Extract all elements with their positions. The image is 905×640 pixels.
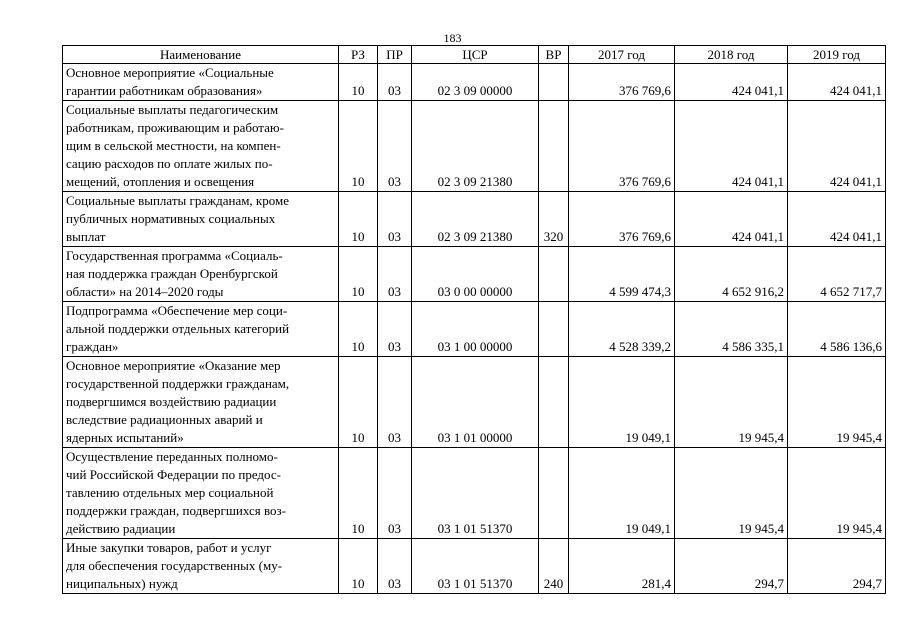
- cell-name: [63, 539, 339, 594]
- cell-2018: 424 041,1: [675, 64, 788, 101]
- cell-csr: 02 3 09 00000: [412, 64, 539, 101]
- cell-name-line: поддержки граждан, подвергшихся воз-: [66, 503, 286, 518]
- cell-pr: 03: [378, 101, 412, 192]
- cell-2018: 19 945,4: [675, 357, 788, 448]
- cell-name: [63, 302, 339, 357]
- cell-rz: 10: [339, 101, 378, 192]
- cell-rz: 10: [339, 448, 378, 539]
- cell-vr: [539, 101, 569, 192]
- cell-rz: 10: [339, 539, 378, 594]
- cell-2017: 19 049,1: [569, 357, 675, 448]
- cell-pr: 03: [378, 302, 412, 357]
- cell-name-line: публичных нормативных социальных: [66, 211, 276, 226]
- cell-vr: 240: [539, 539, 569, 594]
- header-csr: ЦСР: [412, 46, 539, 64]
- header-2019: 2019 год: [788, 46, 886, 64]
- cell-csr: 02 3 09 21380: [412, 192, 539, 247]
- cell-name-line: чий Российской Федерации по предос-: [66, 467, 281, 482]
- cell-name-line: действию радиации: [66, 521, 176, 536]
- table-row: [63, 357, 886, 448]
- cell-name-line: Государственная программа «Социаль-: [66, 248, 283, 263]
- cell-name-line: ниципальных) нужд: [66, 576, 178, 591]
- cell-2018: 424 041,1: [675, 192, 788, 247]
- cell-2017: 19 049,1: [569, 448, 675, 539]
- cell-rz: 10: [339, 302, 378, 357]
- cell-name-line: Подпрограмма «Обеспечение мер соци-: [66, 303, 288, 318]
- cell-name-line: работникам, проживающим и работаю-: [66, 120, 284, 135]
- cell-name-line: сацию расходов по оплате жилых по-: [66, 156, 273, 171]
- table-row: [63, 448, 886, 539]
- cell-2017: 376 769,6: [569, 101, 675, 192]
- cell-2019: 294,7: [788, 539, 886, 594]
- cell-name-line: Осуществление переданных полномо-: [66, 449, 278, 464]
- cell-name-line: выплат: [66, 229, 106, 244]
- cell-csr: 03 0 00 00000: [412, 247, 539, 302]
- cell-pr: 03: [378, 64, 412, 101]
- cell-csr: 03 1 00 00000: [412, 302, 539, 357]
- cell-2018: 4 586 335,1: [675, 302, 788, 357]
- cell-2019: 424 041,1: [788, 101, 886, 192]
- cell-name-line: Социальные выплаты педагогическим: [66, 102, 279, 117]
- cell-csr: 03 1 01 51370: [412, 539, 539, 594]
- cell-name-line: государственной поддержки гражданам,: [66, 376, 290, 391]
- cell-name-line: тавлению отдельных мер социальной: [66, 485, 274, 500]
- cell-name-line: Иные закупки товаров, работ и услуг: [66, 540, 272, 555]
- header-2017: 2017 год: [569, 46, 675, 64]
- header-rz: РЗ: [339, 46, 378, 64]
- cell-name: [63, 64, 339, 101]
- cell-2018: 424 041,1: [675, 101, 788, 192]
- cell-name: [63, 192, 339, 247]
- table-header-row: [63, 46, 886, 64]
- cell-pr: 03: [378, 448, 412, 539]
- cell-rz: 10: [339, 247, 378, 302]
- cell-2019: 19 945,4: [788, 448, 886, 539]
- cell-name-line: граждан»: [66, 339, 119, 354]
- cell-vr: [539, 448, 569, 539]
- budget-table: [62, 45, 886, 594]
- cell-rz: 10: [339, 192, 378, 247]
- cell-name-line: Основное мероприятие «Социальные: [66, 65, 274, 80]
- cell-2019: 4 586 136,6: [788, 302, 886, 357]
- cell-name-line: подвергшимся воздействию радиации: [66, 394, 277, 409]
- cell-2017: 376 769,6: [569, 192, 675, 247]
- cell-name-line: ядерных испытаний»: [66, 430, 184, 445]
- cell-name-line: щим в сельской местности, на компен-: [66, 138, 281, 153]
- cell-name-line: альной поддержки отдельных категорий: [66, 321, 290, 336]
- cell-name-line: области» на 2014–2020 годы: [66, 284, 224, 299]
- table-row: [63, 192, 886, 247]
- cell-csr: 03 1 01 00000: [412, 357, 539, 448]
- cell-name: [63, 448, 339, 539]
- cell-2019: 19 945,4: [788, 357, 886, 448]
- cell-2017: 4 528 339,2: [569, 302, 675, 357]
- cell-rz: 10: [339, 357, 378, 448]
- cell-pr: 03: [378, 357, 412, 448]
- table-body: [63, 64, 886, 594]
- page-number: 183: [443, 31, 462, 45]
- header-vr: ВР: [539, 46, 569, 64]
- cell-name-line: гарантии работникам образования»: [66, 83, 263, 98]
- cell-rz: 10: [339, 64, 378, 101]
- cell-name-line: Социальные выплаты гражданам, кроме: [66, 193, 289, 208]
- cell-name-line: вследствие радиационных аварий и: [66, 412, 263, 427]
- cell-2019: 4 652 717,7: [788, 247, 886, 302]
- cell-2019: 424 041,1: [788, 64, 886, 101]
- header-pr: ПР: [378, 46, 412, 64]
- cell-csr: 02 3 09 21380: [412, 101, 539, 192]
- table-row: [63, 101, 886, 192]
- cell-name-line: ная поддержка граждан Оренбургской: [66, 266, 278, 281]
- cell-2019: 424 041,1: [788, 192, 886, 247]
- cell-vr: [539, 247, 569, 302]
- table-row: [63, 64, 886, 101]
- cell-vr: [539, 64, 569, 101]
- header-2018: 2018 год: [675, 46, 788, 64]
- cell-name-line: Основное мероприятие «Оказание мер: [66, 358, 281, 373]
- cell-2017: 376 769,6: [569, 64, 675, 101]
- table-row: [63, 302, 886, 357]
- header-name: Наименование: [63, 46, 339, 64]
- cell-2017: 281,4: [569, 539, 675, 594]
- cell-name: [63, 101, 339, 192]
- cell-2018: 19 945,4: [675, 448, 788, 539]
- cell-pr: 03: [378, 539, 412, 594]
- cell-pr: 03: [378, 247, 412, 302]
- cell-2018: 294,7: [675, 539, 788, 594]
- cell-csr: 03 1 01 51370: [412, 448, 539, 539]
- cell-name-line: мещений, отопления и освещения: [66, 174, 255, 189]
- table-row: [63, 247, 886, 302]
- table-row: [63, 539, 886, 594]
- cell-pr: 03: [378, 192, 412, 247]
- cell-vr: [539, 357, 569, 448]
- cell-name-line: для обеспечения государственных (му-: [66, 558, 283, 573]
- cell-2017: 4 599 474,3: [569, 247, 675, 302]
- cell-vr: 320: [539, 192, 569, 247]
- cell-name: [63, 247, 339, 302]
- cell-name: [63, 357, 339, 448]
- cell-vr: [539, 302, 569, 357]
- cell-2018: 4 652 916,2: [675, 247, 788, 302]
